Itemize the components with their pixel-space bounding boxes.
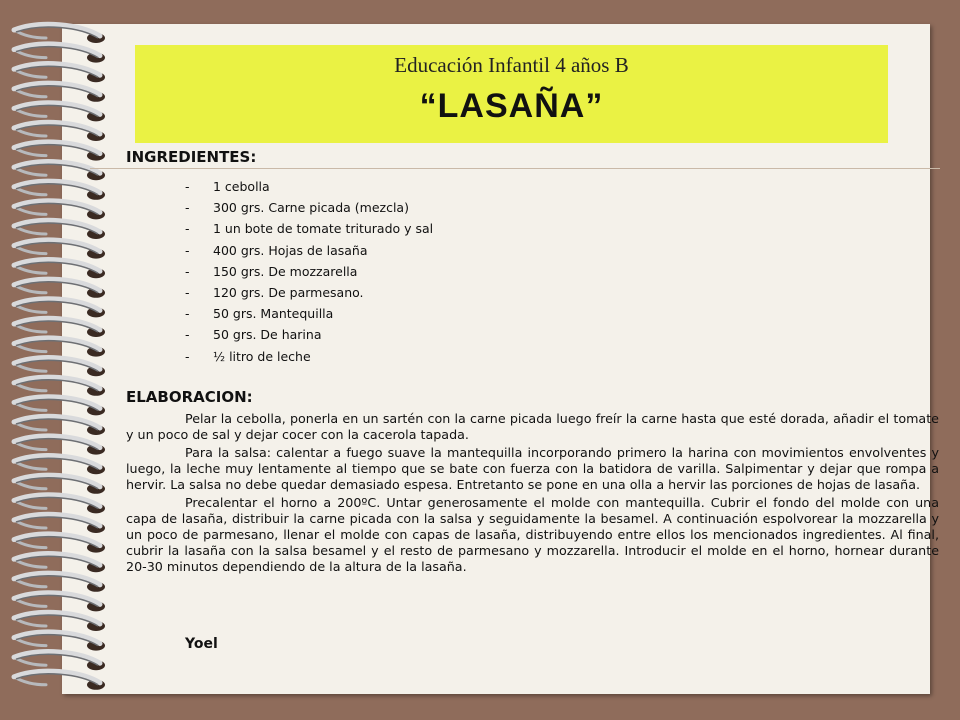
list-dash: -: [185, 348, 190, 364]
list-dash: -: [185, 284, 190, 300]
ingredient-item: [185, 261, 433, 282]
spiral-ring: [14, 279, 105, 298]
ingredient-item: [185, 197, 433, 218]
ingredient-item: [185, 282, 433, 303]
list-dash: -: [185, 200, 190, 216]
list-dash: -: [185, 221, 190, 237]
ingredient-text: ½ litro de leche: [213, 348, 311, 364]
spiral-ring: [14, 142, 105, 161]
ingredient-text: 120 grs. De parmesano.: [213, 284, 364, 300]
spiral-ring: [14, 573, 105, 592]
ingredient-text: 150 grs. De mozzarella: [213, 263, 358, 279]
list-dash: -: [185, 242, 190, 258]
author-name: Yoel: [185, 636, 218, 652]
elaboration-paragraph: Para la salsa: calentar a fuego suave la mantequilla incorporando primero la harina con movimientos envolventes y luego, la leche muy lentamente al tiempo que se bate con fuerza con la batidora de varilla. Salpimentar y dejar que rompa a hervir. La salsa no debe quedar demasiado espesa. Entretanto se pone en una olla a hervir las porciones de hojas de lasaña.: [126, 445, 939, 492]
spiral-ring: [14, 83, 105, 102]
spiral-ring: [14, 652, 105, 671]
ingredient-item: [185, 218, 433, 239]
list-dash: -: [185, 306, 190, 322]
spiral-ring: [14, 64, 105, 83]
spiral-ring: [14, 456, 105, 475]
spiral-ring: [14, 24, 105, 43]
ingredient-item: [185, 303, 433, 324]
spiral-ring: [14, 358, 105, 377]
spiral-ring: [14, 122, 105, 141]
spiral-ring: [14, 632, 105, 651]
ingredient-text: 400 grs. Hojas de lasaña: [213, 242, 368, 258]
ingredient-text: 50 grs. De harina: [213, 327, 322, 343]
list-dash: -: [185, 263, 190, 279]
spiral-ring: [14, 338, 105, 357]
ingredient-item: [185, 240, 433, 261]
spiral-ring: [14, 377, 105, 396]
spiral-ring: [14, 475, 105, 494]
spiral-ring: [14, 671, 105, 690]
spiral-ring: [14, 436, 105, 455]
ingredient-text: 1 un bote de tomate triturado y sal: [213, 221, 434, 237]
list-dash: -: [185, 179, 190, 194]
ingredient-text: 1 cebolla: [213, 179, 270, 194]
spiral-ring: [14, 612, 105, 631]
list-dash: -: [185, 327, 190, 343]
spiral-ring: [14, 534, 105, 553]
spiral-ring: [14, 554, 105, 573]
spiral-ring: [14, 201, 105, 220]
spiral-ring: [14, 103, 105, 122]
ingredient-item: [185, 176, 433, 197]
spiral-binding: [0, 0, 110, 720]
elaboration-paragraph: Precalentar el horno a 200ºC. Untar generosamente el molde con mantequilla. Cubrir el fondo del molde con una capa de lasaña, distribuir la carne picada con la salsa y seguidamente la besamel. A continuación espolvorear la mozzarella y un poco de parmesano, llenar el molde con capas de lasaña, distribuyendo entre ellos los mencionados ingredientes. Al final, cubrir la lasaña con la salsa besamel y el resto de parmesano y mozzarella. Introducir el molde en el horno, hornear durante 20-30 minutos dependiendo de la altura de la lasaña.: [126, 495, 939, 574]
spiral-ring: [14, 318, 105, 337]
ingredients-list: [185, 176, 433, 367]
spiral-ring: [14, 162, 105, 181]
ingredient-text: 50 grs. Mantequilla: [213, 306, 334, 322]
spiral-ring: [14, 240, 105, 259]
ingredient-text: 300 grs. Carne picada (mezcla): [213, 200, 409, 216]
elaboration-heading: ELABORACION:: [126, 388, 253, 406]
spiral-ring: [14, 514, 105, 533]
ingredients-heading: INGREDIENTES:: [126, 148, 257, 166]
heading-divider: [90, 168, 940, 169]
recipe-title: “LASAÑA”: [419, 87, 604, 125]
spiral-ring: [14, 260, 105, 279]
spiral-ring: [14, 181, 105, 200]
spiral-ring: [14, 593, 105, 612]
elaboration-paragraph: Pelar la cebolla, ponerla en un sartén con la carne picada luego freír la carne hasta que esté dorada, añadir el tomate y un poco de sal y dejar cocer con la cacerola tapada.: [126, 411, 939, 442]
title-banner: [135, 45, 888, 143]
spiral-ring: [14, 299, 105, 318]
ingredient-item: [185, 346, 433, 367]
class-subtitle: Educación Infantil 4 años B: [394, 53, 629, 77]
spiral-ring: [14, 495, 105, 514]
elaboration-text: [126, 411, 939, 577]
spiral-ring: [14, 220, 105, 239]
spiral-ring: [14, 44, 105, 63]
spiral-ring: [14, 416, 105, 435]
ingredient-item: [185, 324, 433, 345]
spiral-ring: [14, 397, 105, 416]
